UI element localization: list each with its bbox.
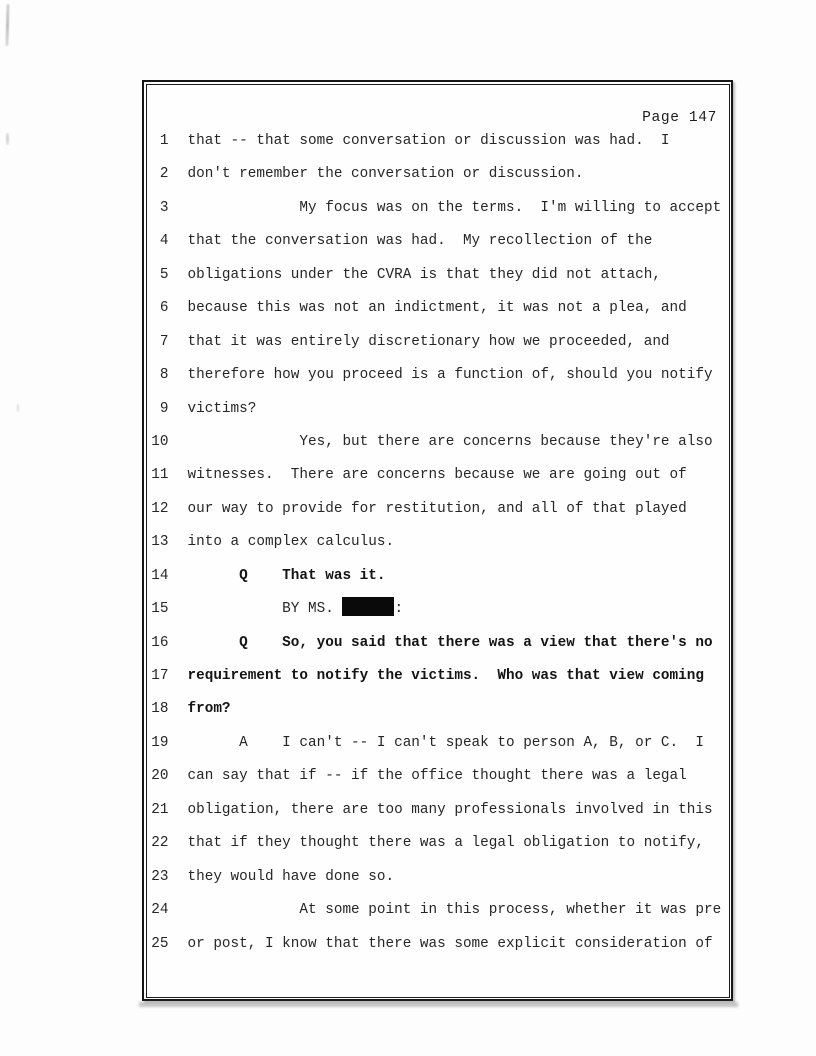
transcript-frame (142, 80, 733, 1001)
line-number: 17 (151, 668, 169, 684)
line-number: 2 (159, 166, 169, 183)
line-number: 9 (159, 400, 169, 417)
line-text: therefore how you proceed is a function of, should you notify (187, 367, 713, 384)
line-text: can say that if -- if the office thought there was a legal (187, 768, 687, 785)
transcript-line (149, 827, 732, 860)
line-text: Yes, but there are concerns because they're also (187, 433, 713, 450)
line-number: 12 (151, 500, 169, 517)
line-text: obligations under the CVRA is that they did not attach, (187, 266, 661, 283)
line-text: My focus was on the terms. I'm willing to accept (187, 199, 722, 216)
line-number: 24 (151, 902, 169, 919)
line-text: BY MS. : (188, 593, 404, 626)
line-number: 19 (151, 734, 169, 751)
line-text: from? (187, 701, 231, 718)
transcript-line (149, 894, 732, 927)
transcript-lines (149, 125, 732, 961)
line-number: 13 (151, 534, 169, 551)
transcript-line (149, 125, 732, 158)
transcript-line (149, 760, 732, 793)
line-number: 5 (159, 266, 169, 283)
line-number: 15 (151, 601, 169, 618)
line-number: 1 (159, 133, 169, 149)
line-text: they would have done so. (187, 868, 395, 885)
line-number: 25 (151, 935, 169, 952)
transcript-line (149, 326, 732, 359)
line-text: requirement to notify the victims. Who was that view coming (187, 668, 704, 684)
line-number: 23 (151, 868, 169, 885)
line-text: our way to provide for restitution, and all of that played (187, 500, 687, 517)
scan-artifact (17, 404, 19, 412)
line-number: 6 (159, 300, 169, 317)
transcript-line (149, 627, 732, 660)
line-text: that if they thought there was a legal obligation to notify, (187, 835, 704, 852)
line-text: because this was not an indictment, it was not a plea, and (187, 300, 687, 317)
line-number: 20 (151, 768, 169, 785)
transcript-line (149, 560, 732, 593)
scan-artifact (139, 1002, 738, 1007)
scan-artifact (5, 4, 9, 46)
transcript-line (149, 259, 732, 292)
line-number: 11 (151, 467, 169, 484)
transcript-line (149, 693, 732, 726)
line-text: witnesses. There are concerns because we are going out of (187, 467, 687, 484)
transcript-line (149, 493, 732, 526)
transcript-line (149, 928, 732, 961)
line-text: that the conversation was had. My recollection of the (187, 233, 653, 250)
line-number: 14 (151, 567, 169, 584)
transcript-line (149, 727, 732, 760)
line-text: At some point in this process, whether it was pre (187, 902, 722, 919)
line-text: that it was entirely discretionary how we proceeded, and (187, 333, 670, 350)
line-number: 4 (159, 233, 169, 250)
line-number: 7 (159, 333, 169, 350)
scan-artifact (6, 133, 9, 145)
line-text: Q That was it. (187, 567, 386, 584)
line-text: that -- that some conversation or discussion was had. I (187, 133, 670, 149)
transcript-line (149, 192, 732, 225)
transcript-line (149, 292, 732, 325)
transcript-line (149, 861, 732, 894)
line-text: obligation, there are too many professionals involved in this (187, 801, 713, 818)
transcript-line (149, 158, 732, 191)
line-text: don't remember the conversation or discussion. (187, 166, 584, 183)
transcript-line (149, 426, 732, 459)
line-text: into a complex calculus. (187, 534, 395, 551)
transcript-line (149, 459, 732, 492)
transcript-line (149, 526, 732, 559)
transcript-line (149, 660, 732, 693)
transcript-line (149, 393, 732, 426)
line-text: Q So, you said that there was a view that there's no (187, 634, 713, 651)
line-number: 8 (159, 367, 169, 384)
transcript-line (149, 794, 732, 827)
transcript-line (149, 225, 732, 258)
line-text: victims? (187, 400, 257, 417)
page-number: Page 147 (642, 110, 717, 126)
line-number: 16 (151, 634, 169, 651)
transcript-line (149, 593, 732, 626)
line-number: 22 (151, 835, 169, 852)
line-number: 3 (159, 199, 169, 216)
transcript-line (149, 359, 732, 392)
line-text: or post, I know that there was some explicit consideration of (187, 935, 713, 952)
line-number: 18 (151, 701, 169, 718)
line-number: 21 (151, 801, 169, 818)
line-text: A I can't -- I can't speak to person A, B, or C. I (187, 734, 704, 751)
redaction-box (342, 597, 394, 616)
line-number: 10 (151, 433, 169, 450)
